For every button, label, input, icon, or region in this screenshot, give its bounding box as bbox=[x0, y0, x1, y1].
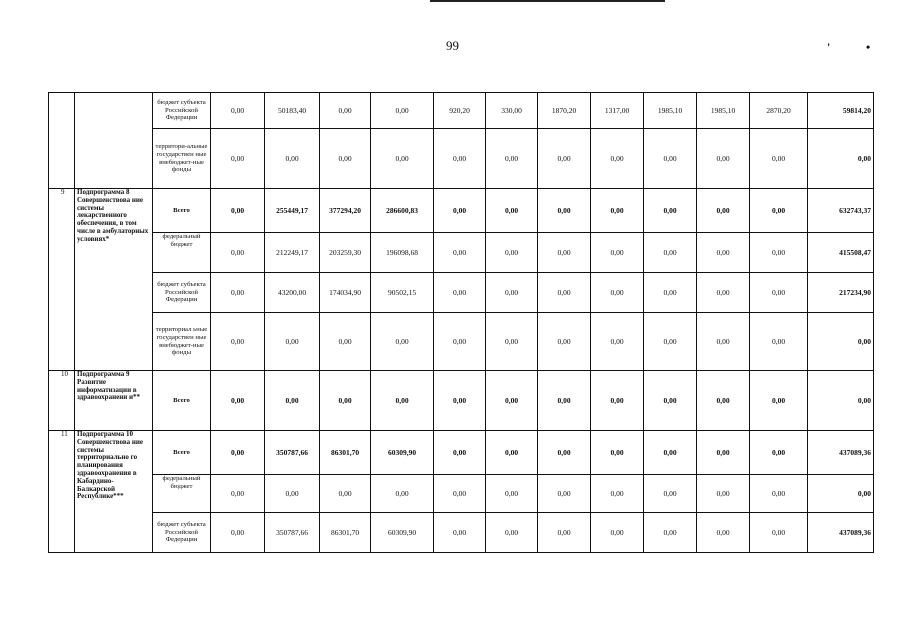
total-cell: 0,00 bbox=[808, 371, 874, 431]
budget-table bbox=[48, 92, 874, 553]
value-cell: 0,00 bbox=[211, 189, 265, 233]
value-cell: 0,00 bbox=[211, 233, 265, 273]
value-cell: 1317,00 bbox=[591, 93, 644, 129]
total-cell: 415508,47 bbox=[808, 233, 874, 273]
value-cell: 0,00 bbox=[697, 431, 750, 475]
value-cell: 330,00 bbox=[486, 93, 538, 129]
margin-mark: ' bbox=[827, 40, 831, 54]
value-cell: 0,00 bbox=[697, 371, 750, 431]
value-cell: 0,00 bbox=[211, 371, 265, 431]
source-row bbox=[49, 313, 874, 371]
funding-source-label: территориал ьные государствен ные внебюджет-ные фонды bbox=[153, 313, 211, 371]
total-cell: 217234,90 bbox=[808, 273, 874, 313]
value-cell: 0,00 bbox=[538, 129, 591, 189]
value-cell: 0,00 bbox=[750, 475, 808, 513]
value-cell: 286600,83 bbox=[371, 189, 434, 233]
value-cell: 0,00 bbox=[486, 513, 538, 553]
top-rule bbox=[430, 0, 665, 2]
page-number: 99 bbox=[446, 38, 459, 53]
funding-source-label: Всего bbox=[153, 371, 211, 431]
value-cell: 203259,30 bbox=[320, 233, 371, 273]
value-cell: 0,00 bbox=[265, 313, 320, 371]
value-cell: 43200,00 bbox=[265, 273, 320, 313]
value-cell: 0,00 bbox=[486, 475, 538, 513]
value-cell: 1985,10 bbox=[697, 93, 750, 129]
value-cell: 0,00 bbox=[371, 371, 434, 431]
value-cell: 0,00 bbox=[486, 273, 538, 313]
value-cell: 0,00 bbox=[644, 431, 697, 475]
value-cell: 0,00 bbox=[591, 273, 644, 313]
value-cell: 350787,66 bbox=[265, 513, 320, 553]
value-cell: 0,00 bbox=[486, 431, 538, 475]
program-name: Подпрограмма 10 Совершенствова ние системы территориально го планирования здравоохранения в Кабардино-Балкарской Республике*** bbox=[75, 431, 153, 553]
funding-source-label: бюджет субъекта Российской Федерации bbox=[153, 273, 211, 313]
value-cell: 60309,90 bbox=[371, 513, 434, 553]
value-cell: 0,00 bbox=[591, 371, 644, 431]
value-cell: 0,00 bbox=[486, 129, 538, 189]
value-cell: 377294,20 bbox=[320, 189, 371, 233]
value-cell: 0,00 bbox=[538, 513, 591, 553]
total-cell: 0,00 bbox=[808, 129, 874, 189]
value-cell: 0,00 bbox=[434, 431, 486, 475]
value-cell: 0,00 bbox=[320, 313, 371, 371]
value-cell: 0,00 bbox=[750, 513, 808, 553]
value-cell: 0,00 bbox=[644, 313, 697, 371]
value-cell: 0,00 bbox=[265, 371, 320, 431]
value-cell: 0,00 bbox=[265, 475, 320, 513]
value-cell: 0,00 bbox=[538, 313, 591, 371]
funding-source-label: Всего bbox=[153, 189, 211, 233]
value-cell: 0,00 bbox=[434, 513, 486, 553]
total-cell: 437089,36 bbox=[808, 431, 874, 475]
value-cell: 0,00 bbox=[486, 313, 538, 371]
value-cell: 0,00 bbox=[697, 273, 750, 313]
value-cell: 0,00 bbox=[644, 273, 697, 313]
value-cell: 0,00 bbox=[750, 189, 808, 233]
value-cell: 0,00 bbox=[486, 189, 538, 233]
total-cell: 0,00 bbox=[808, 313, 874, 371]
value-cell: 0,00 bbox=[697, 233, 750, 273]
value-cell: 0,00 bbox=[434, 233, 486, 273]
total-cell: 0,00 bbox=[808, 475, 874, 513]
value-cell: 174034,90 bbox=[320, 273, 371, 313]
value-cell: 0,00 bbox=[538, 475, 591, 513]
value-cell: 0,00 bbox=[486, 233, 538, 273]
value-cell: 0,00 bbox=[211, 93, 265, 129]
value-cell: 0,00 bbox=[644, 513, 697, 553]
value-cell: 1985,10 bbox=[644, 93, 697, 129]
value-cell: 0,00 bbox=[644, 233, 697, 273]
source-row bbox=[49, 475, 874, 513]
value-cell: 0,00 bbox=[486, 371, 538, 431]
value-cell: 90502,15 bbox=[371, 273, 434, 313]
funding-source-label: Всего bbox=[153, 431, 211, 475]
value-cell: 0,00 bbox=[591, 513, 644, 553]
value-cell: 0,00 bbox=[320, 129, 371, 189]
value-cell: 0,00 bbox=[697, 129, 750, 189]
value-cell: 0,00 bbox=[434, 129, 486, 189]
row-index: 9 bbox=[49, 189, 75, 371]
value-cell: 0,00 bbox=[591, 313, 644, 371]
row-index: 11 bbox=[49, 431, 75, 553]
total-cell: 59814,20 bbox=[808, 93, 874, 129]
value-cell: 0,00 bbox=[750, 273, 808, 313]
source-row bbox=[49, 273, 874, 313]
value-cell: 196098,68 bbox=[371, 233, 434, 273]
value-cell: 0,00 bbox=[591, 431, 644, 475]
row-index bbox=[49, 93, 75, 189]
funding-source-label: федеральный бюджет bbox=[153, 475, 211, 513]
source-row bbox=[49, 513, 874, 553]
source-row bbox=[49, 233, 874, 273]
value-cell: 0,00 bbox=[538, 273, 591, 313]
funding-source-label: территори-альные государствен ные внебюджет-ные фонды bbox=[153, 129, 211, 189]
value-cell: 0,00 bbox=[644, 189, 697, 233]
value-cell: 0,00 bbox=[750, 431, 808, 475]
program-name: Подпрограмма 8 Совершенствова ние системы лекарственного обеспечения, в том числе в амбулаторных условиях* bbox=[75, 189, 153, 371]
value-cell: 0,00 bbox=[211, 273, 265, 313]
value-cell: 0,00 bbox=[434, 313, 486, 371]
funding-source-label: федеральный бюджет bbox=[153, 233, 211, 273]
value-cell: 0,00 bbox=[591, 233, 644, 273]
program-name bbox=[75, 93, 153, 189]
value-cell: 0,00 bbox=[538, 189, 591, 233]
value-cell: 0,00 bbox=[320, 371, 371, 431]
value-cell: 0,00 bbox=[591, 475, 644, 513]
value-cell: 86301,70 bbox=[320, 431, 371, 475]
value-cell: 0,00 bbox=[697, 313, 750, 371]
source-row bbox=[49, 93, 874, 129]
value-cell: 0,00 bbox=[211, 431, 265, 475]
value-cell: 212249,17 bbox=[265, 233, 320, 273]
value-cell: 0,00 bbox=[211, 313, 265, 371]
value-cell: 0,00 bbox=[750, 371, 808, 431]
value-cell: 0,00 bbox=[750, 233, 808, 273]
value-cell: 0,00 bbox=[371, 475, 434, 513]
value-cell: 255449,17 bbox=[265, 189, 320, 233]
value-cell: 0,00 bbox=[434, 189, 486, 233]
value-cell: 0,00 bbox=[644, 475, 697, 513]
value-cell: 0,00 bbox=[644, 371, 697, 431]
value-cell: 0,00 bbox=[750, 129, 808, 189]
total-cell: 632743,37 bbox=[808, 189, 874, 233]
value-cell: 50183,40 bbox=[265, 93, 320, 129]
value-cell: 0,00 bbox=[211, 475, 265, 513]
total-cell: 437089,36 bbox=[808, 513, 874, 553]
value-cell: 0,00 bbox=[591, 129, 644, 189]
value-cell: 0,00 bbox=[591, 189, 644, 233]
program-row bbox=[49, 371, 874, 431]
value-cell: 0,00 bbox=[371, 129, 434, 189]
value-cell: 0,00 bbox=[211, 513, 265, 553]
value-cell: 0,00 bbox=[265, 129, 320, 189]
value-cell: 0,00 bbox=[434, 371, 486, 431]
value-cell: 60309,90 bbox=[371, 431, 434, 475]
program-name: Подпрограмма 9 Развитие информатизации в здравоохранени и** bbox=[75, 371, 153, 431]
value-cell: 2870,20 bbox=[750, 93, 808, 129]
value-cell: 0,00 bbox=[434, 273, 486, 313]
funding-source-label: бюджет субъекта Российской Федерации bbox=[153, 513, 211, 553]
value-cell: 86301,70 bbox=[320, 513, 371, 553]
value-cell: 0,00 bbox=[371, 313, 434, 371]
value-cell: 0,00 bbox=[697, 189, 750, 233]
value-cell: 0,00 bbox=[538, 371, 591, 431]
value-cell: 0,00 bbox=[538, 431, 591, 475]
margin-mark: • bbox=[866, 40, 871, 54]
value-cell: 0,00 bbox=[644, 129, 697, 189]
value-cell: 0,00 bbox=[371, 93, 434, 129]
value-cell: 0,00 bbox=[697, 513, 750, 553]
value-cell: 0,00 bbox=[750, 313, 808, 371]
row-index: 10 bbox=[49, 371, 75, 431]
value-cell: 0,00 bbox=[434, 475, 486, 513]
value-cell: 0,00 bbox=[320, 93, 371, 129]
value-cell: 0,00 bbox=[538, 233, 591, 273]
value-cell: 0,00 bbox=[320, 475, 371, 513]
program-row bbox=[49, 431, 874, 475]
value-cell: 1870,20 bbox=[538, 93, 591, 129]
value-cell: 0,00 bbox=[211, 129, 265, 189]
value-cell: 0,00 bbox=[697, 475, 750, 513]
value-cell: 920,20 bbox=[434, 93, 486, 129]
program-row bbox=[49, 189, 874, 233]
value-cell: 350787,66 bbox=[265, 431, 320, 475]
source-row bbox=[49, 129, 874, 189]
funding-source-label: бюджет субъекта Российской Федерации bbox=[153, 93, 211, 129]
